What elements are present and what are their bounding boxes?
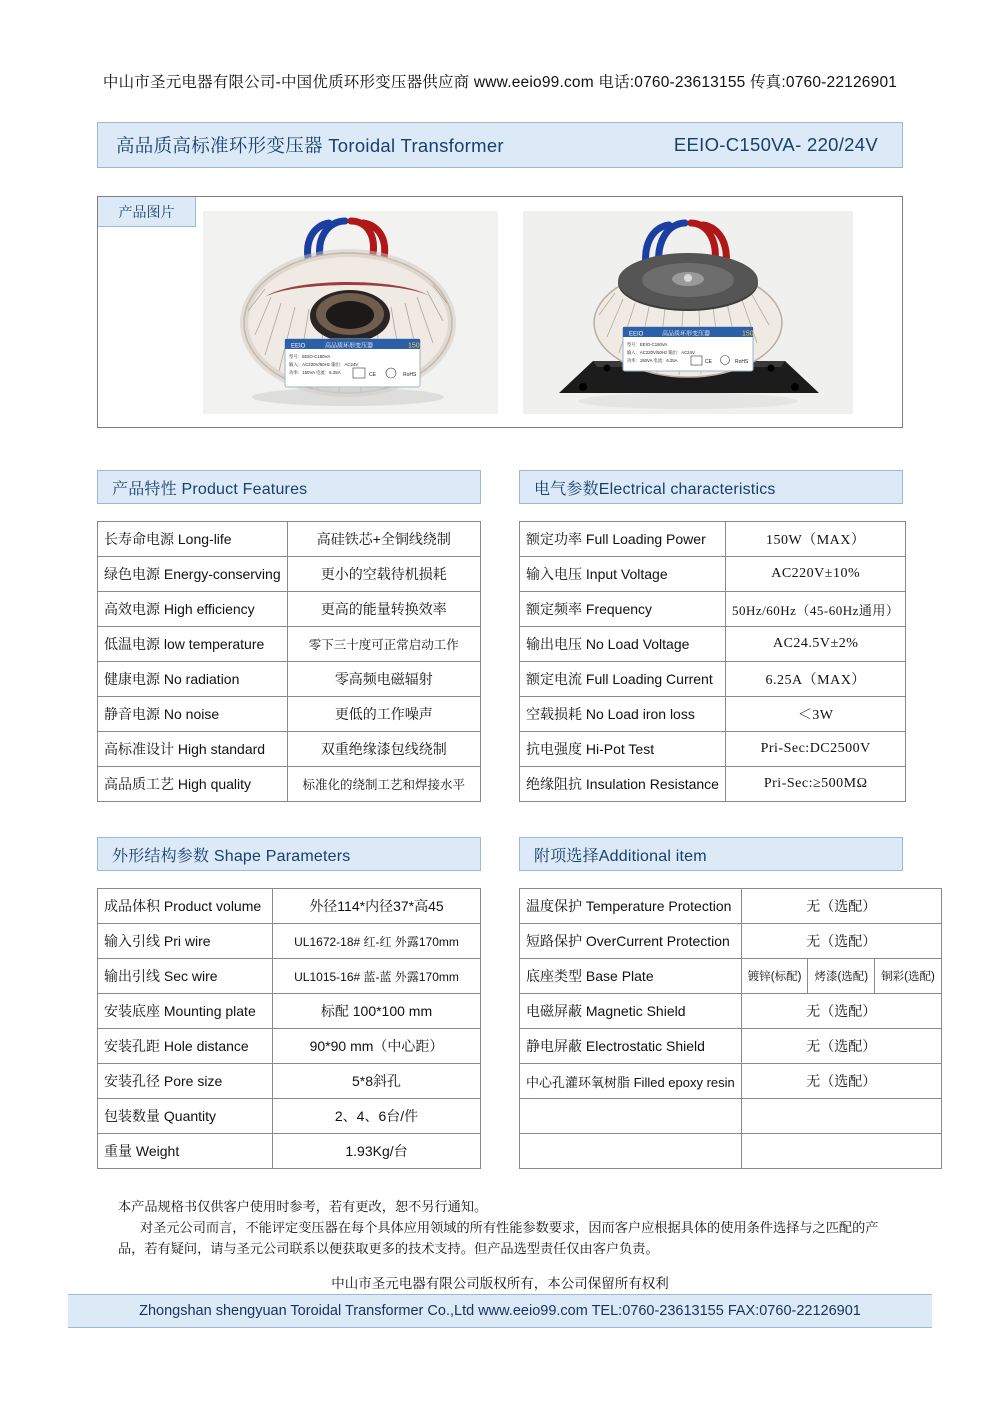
table-row bbox=[520, 697, 906, 732]
electrical-value: ＜3W bbox=[725, 697, 905, 732]
additional-value-option-3: 铜彩(选配) bbox=[875, 959, 942, 994]
feature-value: 零高频电磁辐射 bbox=[287, 662, 480, 697]
feature-value: 标准化的绕制工艺和焊接水平 bbox=[287, 767, 480, 802]
shape-key: 重量 Weight bbox=[98, 1134, 273, 1169]
svg-text:CE: CE bbox=[705, 359, 712, 365]
feature-key: 高标准设计 High standard bbox=[98, 732, 288, 767]
feature-value: 零下三十度可正常启动工作 bbox=[287, 627, 480, 662]
table-row bbox=[98, 959, 481, 994]
copyright-line: 中山市圣元电器有限公司版权所有，本公司保留所有权利 bbox=[331, 1276, 669, 1291]
table-row bbox=[98, 522, 481, 557]
table-row bbox=[520, 1064, 942, 1099]
table-row bbox=[520, 592, 906, 627]
shape-value: UL1015-16# 蓝-蓝 外露170mm bbox=[273, 959, 481, 994]
feature-value: 高硅铁芯+全铜线绕制 bbox=[287, 522, 480, 557]
product-photo-right bbox=[523, 211, 853, 414]
electrical-value: Pri-Sec:DC2500V bbox=[725, 732, 905, 767]
additional-value: 无（选配） bbox=[741, 994, 941, 1029]
shape-key: 安装孔径 Pore size bbox=[98, 1064, 273, 1099]
svg-text:EEIO: EEIO bbox=[291, 343, 306, 350]
title-bar bbox=[97, 122, 903, 168]
svg-text:RoHS: RoHS bbox=[735, 359, 749, 365]
table-row bbox=[520, 557, 906, 592]
feature-key: 绿色电源 Energy-conserving bbox=[98, 557, 288, 592]
table-row bbox=[520, 662, 906, 697]
feature-key: 健康电源 No radiation bbox=[98, 662, 288, 697]
table-product-features bbox=[97, 521, 481, 802]
shape-key: 成品体积 Product volume bbox=[98, 889, 273, 924]
shape-value: 外径114*内径37*高45 bbox=[273, 889, 481, 924]
table-row bbox=[98, 697, 481, 732]
table-additional-item bbox=[519, 888, 942, 1169]
additional-value: 无（选配） bbox=[741, 1064, 941, 1099]
table-row bbox=[520, 522, 906, 557]
electrical-key: 空载损耗 No Load iron loss bbox=[520, 697, 726, 732]
footer-contact-bar: Zhongshan shengyuan Toroidal Transformer Co.,Ltd www.eeio99.com TEL:0760-23613155 FAX:0760-22126901 bbox=[68, 1294, 932, 1328]
additional-value bbox=[741, 1099, 941, 1134]
additional-key bbox=[520, 1099, 742, 1134]
table-row bbox=[98, 1064, 481, 1099]
shape-value: 5*8斜孔 bbox=[273, 1064, 481, 1099]
feature-key: 静音电源 No noise bbox=[98, 697, 288, 732]
additional-value: 无（选配） bbox=[741, 889, 941, 924]
electrical-key: 额定电流 Full Loading Current bbox=[520, 662, 726, 697]
shape-value: 1.93Kg/台 bbox=[273, 1134, 481, 1169]
svg-text:功率：150VA 电流：6.25A: 功率：150VA 电流：6.25A bbox=[627, 358, 678, 363]
section-header-product-features: 产品特性 Product Features bbox=[97, 470, 481, 504]
section-header-shape-parameters: 外形结构参数 Shape Parameters bbox=[97, 837, 481, 871]
section-header-electrical-characteristics: 电气参数Electrical characteristics bbox=[519, 470, 903, 504]
table-row bbox=[98, 627, 481, 662]
shape-key: 输出引线 Sec wire bbox=[98, 959, 273, 994]
product-model: EEIO-C150VA- 220/24V bbox=[673, 134, 878, 155]
section-header-additional-item: 附项选择Additional item bbox=[519, 837, 903, 871]
shape-key: 包装数量 Quantity bbox=[98, 1099, 273, 1134]
additional-key: 短路保护 OverCurrent Protection bbox=[520, 924, 742, 959]
table-row bbox=[98, 767, 481, 802]
electrical-value: 150W（MAX） bbox=[725, 522, 905, 557]
table-row bbox=[98, 1099, 481, 1134]
electrical-value: AC220V±10% bbox=[725, 557, 905, 592]
svg-text:RoHS: RoHS bbox=[403, 372, 417, 378]
disclaimer-notes bbox=[118, 1196, 898, 1259]
shape-value: 标配 100*100 mm bbox=[273, 994, 481, 1029]
table-row bbox=[520, 1134, 942, 1169]
table-row bbox=[98, 994, 481, 1029]
feature-value: 更小的空载待机损耗 bbox=[287, 557, 480, 592]
additional-key: 底座类型 Base Plate bbox=[520, 959, 742, 994]
additional-value: 无（选配） bbox=[741, 924, 941, 959]
svg-text:EEIO: EEIO bbox=[629, 331, 644, 338]
shape-key: 输入引线 Pri wire bbox=[98, 924, 273, 959]
table-electrical-characteristics bbox=[519, 521, 906, 802]
table-row bbox=[520, 1029, 942, 1064]
additional-value bbox=[741, 1134, 941, 1169]
additional-value: 无（选配） bbox=[741, 1029, 941, 1064]
company-header-line: 中山市圣元电器有限公司-中国优质环形变压器供应商 www.eeio99.com 电话:0760-23613155 传真:0760-22126901 bbox=[102, 74, 898, 91]
electrical-key: 额定频率 Frequency bbox=[520, 592, 726, 627]
feature-key: 高品质工艺 High quality bbox=[98, 767, 288, 802]
table-row bbox=[98, 1029, 481, 1064]
svg-text:功率：150VA 电流：6.25A: 功率：150VA 电流：6.25A bbox=[289, 370, 341, 375]
additional-key: 静电屏蔽 Electrostatic Shield bbox=[520, 1029, 742, 1064]
additional-key: 温度保护 Temperature Protection bbox=[520, 889, 742, 924]
feature-value: 更低的工作噪声 bbox=[287, 697, 480, 732]
electrical-value: Pri-Sec:≥500MΩ bbox=[725, 767, 905, 802]
table-row bbox=[98, 889, 481, 924]
shape-value: 2、4、6台/件 bbox=[273, 1099, 481, 1134]
table-row bbox=[520, 1099, 942, 1134]
svg-text:高品质环形变压器: 高品质环形变压器 bbox=[662, 331, 711, 338]
additional-key: 电磁屏蔽 Magnetic Shield bbox=[520, 994, 742, 1029]
additional-value-option-1: 镀锌(标配) bbox=[741, 959, 808, 994]
svg-text:高品质环形变压器: 高品质环形变压器 bbox=[325, 343, 374, 350]
product-title: 高品质高标准环形变压器 Toroidal Transformer bbox=[116, 135, 504, 156]
table-shape-parameters bbox=[97, 888, 481, 1169]
table-row bbox=[520, 959, 942, 994]
table-row bbox=[98, 592, 481, 627]
table-row bbox=[520, 767, 906, 802]
electrical-value: 6.25A（MAX） bbox=[725, 662, 905, 697]
table-row bbox=[98, 1134, 481, 1169]
table-row bbox=[98, 732, 481, 767]
electrical-key: 抗电强度 Hi-Pot Test bbox=[520, 732, 726, 767]
product-photo-left bbox=[203, 211, 498, 414]
shape-value: 90*90 mm（中心距） bbox=[273, 1029, 481, 1064]
table-row bbox=[520, 924, 942, 959]
electrical-key: 输出电压 No Load Voltage bbox=[520, 627, 726, 662]
svg-text:型号：EEIO-C150VA: 型号：EEIO-C150VA bbox=[627, 342, 668, 347]
shape-key: 安装孔距 Hole distance bbox=[98, 1029, 273, 1064]
feature-value: 更高的能量转换效率 bbox=[287, 592, 480, 627]
electrical-key: 输入电压 Input Voltage bbox=[520, 557, 726, 592]
product-image-panel bbox=[97, 196, 903, 428]
toroid-front-illustration bbox=[203, 211, 498, 414]
table-row bbox=[98, 662, 481, 697]
shape-key: 安装底座 Mounting plate bbox=[98, 994, 273, 1029]
table-row bbox=[98, 924, 481, 959]
feature-key: 长寿命电源 Long-life bbox=[98, 522, 288, 557]
feature-value: 双重绝缘漆包线绕制 bbox=[287, 732, 480, 767]
svg-text:CE: CE bbox=[369, 372, 376, 378]
note-line-3: 品，若有疑问，请与圣元公司联系以便获取更多的技术支持。但产品选型责任仅由客户负责。 bbox=[118, 1241, 659, 1256]
table-row bbox=[520, 732, 906, 767]
svg-text:输入：AC220V/50Hz 输出：AC24V: 输入：AC220V/50Hz 输出：AC24V bbox=[289, 362, 359, 367]
additional-value-option-2: 烤漆(选配) bbox=[808, 959, 875, 994]
additional-key bbox=[520, 1134, 742, 1169]
svg-text:型号：EEIO-C150VA: 型号：EEIO-C150VA bbox=[289, 354, 331, 359]
table-row bbox=[520, 889, 942, 924]
note-line-1: 本产品规格书仅供客户使用时参考，若有更改，恕不另行通知。 bbox=[118, 1199, 488, 1214]
svg-text:150: 150 bbox=[408, 342, 420, 350]
electrical-key: 额定功率 Full Loading Power bbox=[520, 522, 726, 557]
electrical-key: 绝缘阻抗 Insulation Resistance bbox=[520, 767, 726, 802]
note-line-2: 对圣元公司而言，不能评定变压器在每个具体应用领域的所有性能参数要求，因而客户应根据具体的使用条件选择与之匹配的产 bbox=[140, 1220, 879, 1235]
product-image-tag: 产品图片 bbox=[98, 197, 196, 227]
feature-key: 高效电源 High efficiency bbox=[98, 592, 288, 627]
table-row bbox=[520, 627, 906, 662]
electrical-value: 50Hz/60Hz（45-60Hz通用） bbox=[725, 592, 905, 627]
additional-key: 中心孔灌环氧树脂 Filled epoxy resin bbox=[520, 1064, 742, 1099]
electrical-value: AC24.5V±2% bbox=[725, 627, 905, 662]
feature-key: 低温电源 low temperature bbox=[98, 627, 288, 662]
table-row bbox=[520, 994, 942, 1029]
table-row bbox=[98, 557, 481, 592]
svg-text:输入：AC220V/50Hz 输出：AC24V: 输入：AC220V/50Hz 输出：AC24V bbox=[627, 350, 695, 355]
shape-value: UL1672-18# 红-红 外露170mm bbox=[273, 924, 481, 959]
toroid-with-baseplate-illustration bbox=[523, 211, 853, 414]
svg-text:150: 150 bbox=[742, 330, 754, 338]
